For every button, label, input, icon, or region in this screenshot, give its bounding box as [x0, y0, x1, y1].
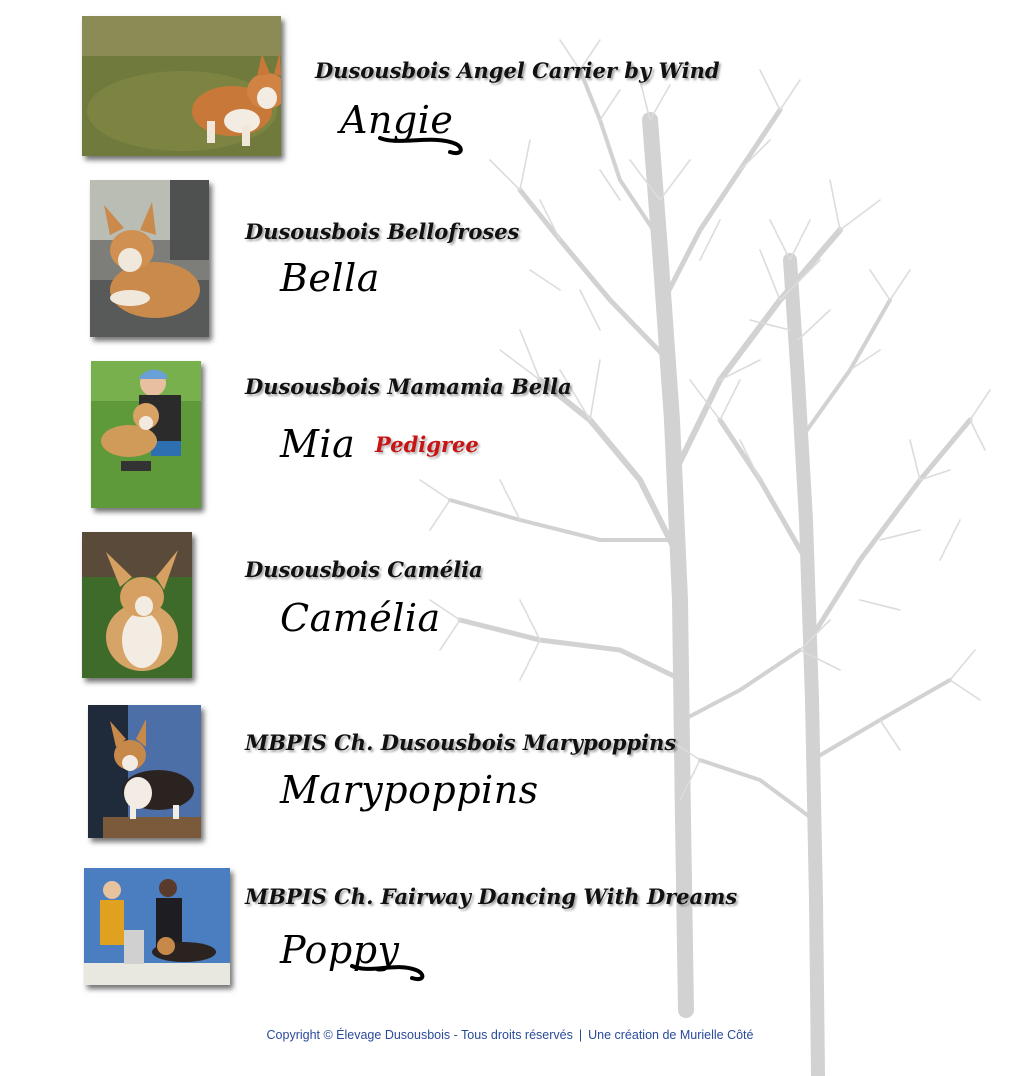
footer [0, 1028, 1020, 1042]
photo-bella[interactable] [90, 180, 209, 337]
copyright-text: Copyright © Élevage Dusousbois - Tous droits réservés [266, 1028, 573, 1042]
photo-marypoppins[interactable] [88, 705, 201, 838]
call-name-mia: Mia [280, 422, 356, 466]
footer-separator: | [578, 1028, 583, 1042]
registered-name-camelia: Dusousbois Camélia [245, 557, 483, 582]
photo-poppy[interactable] [84, 868, 230, 985]
swash-flourish-decoration [378, 130, 468, 160]
registered-name-angie: Dusousbois Angel Carrier by Wind [315, 58, 720, 83]
boy-hugging-corgi-photo [91, 361, 201, 508]
photo-camelia[interactable] [82, 532, 192, 678]
dog-show-win-photo [84, 868, 230, 985]
swash-flourish-decoration [350, 958, 430, 988]
tricolor-corgi-show-photo [88, 705, 201, 838]
registered-name-bella: Dusousbois Bellofroses [245, 219, 520, 244]
call-name-camelia: Camélia [280, 596, 441, 640]
call-name-bella: Bella [280, 256, 380, 300]
pedigree-link[interactable]: Pedigree [375, 432, 479, 457]
registered-name-mia: Dusousbois Mamamia Bella [245, 374, 572, 399]
corgi-running-photo [82, 16, 281, 156]
call-name-angie: Angie [340, 98, 454, 142]
registered-name-poppy: MBPIS Ch. Fairway Dancing With Dreams [245, 884, 738, 909]
call-name-poppy: Poppy [280, 928, 400, 972]
corgi-sitting-photo [82, 532, 192, 678]
call-name-marypoppins: Marypoppins [280, 768, 539, 812]
credit-text: Une création de Murielle Côté [588, 1028, 754, 1042]
photo-angie[interactable] [82, 16, 281, 156]
registered-name-marypoppins: MBPIS Ch. Dusousbois Marypoppins [245, 730, 677, 755]
corgi-on-couch-photo [90, 180, 209, 337]
photo-mia[interactable] [91, 361, 201, 508]
